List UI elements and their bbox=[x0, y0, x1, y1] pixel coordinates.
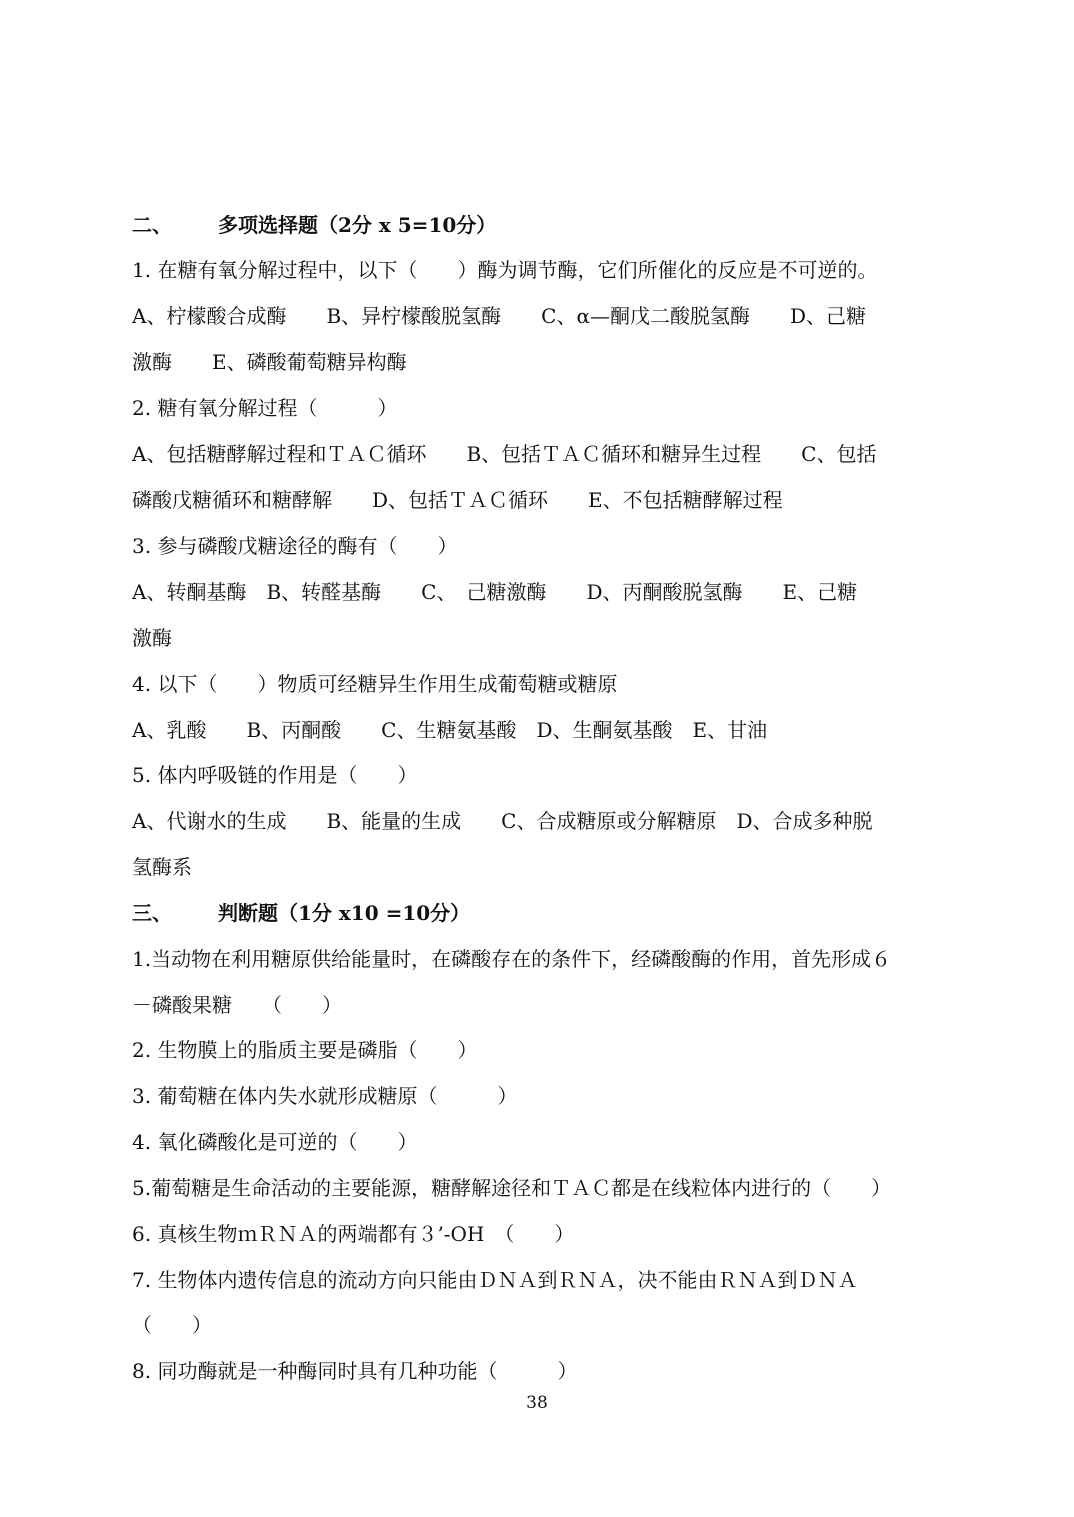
tf-question-4: 4. 氧化磷酸化是可逆的（ ） bbox=[132, 1130, 418, 1154]
mc-question-1-stem: 1. 在糖有氧分解过程中，以下（ ）酶为调节酶，它们所催化的反应是不可逆的。 bbox=[132, 258, 878, 282]
section-3-heading bbox=[132, 898, 962, 928]
mc-question-2-options-line-1: A、包括糖酵解过程和ＴＡＣ循环 B、包括ＴＡＣ循环和糖异生过程 C、包括 bbox=[132, 442, 877, 466]
section-2-heading bbox=[132, 210, 962, 240]
mc-question-2-stem: 2. 糖有氧分解过程（ ） bbox=[132, 396, 398, 420]
mc-question-5-options-line-2: 氢酶系 bbox=[132, 855, 192, 879]
mc-question-4-options-line-1: A、乳酸 B、丙酮酸 C、生糖氨基酸 D、生酮氨基酸 E、甘油 bbox=[132, 718, 768, 742]
tf-question-3: 3. 葡萄糖在体内失水就形成糖原（ ） bbox=[132, 1084, 518, 1108]
mc-question-5-stem: 5. 体内呼吸链的作用是（ ） bbox=[132, 763, 418, 787]
mc-question-2-options-line-2: 磷酸戊糖循环和糖酵解 D、包括ＴＡＣ循环 E、不包括糖酵解过程 bbox=[132, 488, 783, 512]
section-3-title: 判断题（1分 x10 =10分） bbox=[218, 901, 471, 925]
tf-question-5: 5.葡萄糖是生命活动的主要能源，糖酵解途径和ＴＡＣ都是在线粒体内进行的（ ） bbox=[132, 1176, 892, 1200]
tf-question-1-line-2: －磷酸果糖 （ ） bbox=[132, 993, 342, 1017]
tf-question-8: 8. 同功酶就是一种酶同时具有几种功能（ ） bbox=[132, 1359, 578, 1383]
mc-question-3-options-line-1: A、转酮基酶 B、转醛基酶 C、 己糖激酶 D、丙酮酸脱氢酶 E、己糖 bbox=[132, 580, 858, 604]
mc-question-4-stem: 4. 以下（ ）物质可经糖异生作用生成葡萄糖或糖原 bbox=[132, 672, 618, 696]
tf-question-6: 6. 真核生物ｍＲＮＡ的两端都有３’-OH （ ） bbox=[132, 1222, 575, 1246]
section-2-number: 二、 bbox=[132, 213, 172, 237]
section-3-number: 三、 bbox=[132, 901, 172, 925]
tf-question-7-line-2: （ ） bbox=[132, 1313, 212, 1337]
mc-question-3-options-line-2: 激酶 bbox=[132, 626, 172, 650]
tf-question-2: 2. 生物膜上的脂质主要是磷脂（ ） bbox=[132, 1038, 478, 1062]
mc-question-1-options-line-1: A、柠檬酸合成酶 B、异柠檬酸脱氢酶 C、α—酮戊二酸脱氢酶 D、己糖 bbox=[132, 304, 866, 328]
mc-question-3-stem: 3. 参与磷酸戊糖途径的酶有（ ） bbox=[132, 534, 458, 558]
tf-question-1-line-1: 1.当动物在利用糖原供给能量时，在磷酸存在的条件下，经磷酸酶的作用，首先形成６ bbox=[132, 947, 892, 971]
page-number: 38 bbox=[526, 1393, 548, 1413]
mc-question-1-options-line-2: 激酶 E、磷酸葡萄糖异构酶 bbox=[132, 350, 407, 374]
section-2-title: 多项选择题（2分 x 5=10分） bbox=[218, 213, 497, 237]
mc-question-5-options-line-1: A、代谢水的生成 B、能量的生成 C、合成糖原或分解糖原 D、合成多种脱 bbox=[132, 809, 873, 833]
tf-question-7-line-1: 7. 生物体内遗传信息的流动方向只能由ＤＮＡ到ＲＮＡ，决不能由ＲＮＡ到ＤＮＡ bbox=[132, 1268, 858, 1292]
